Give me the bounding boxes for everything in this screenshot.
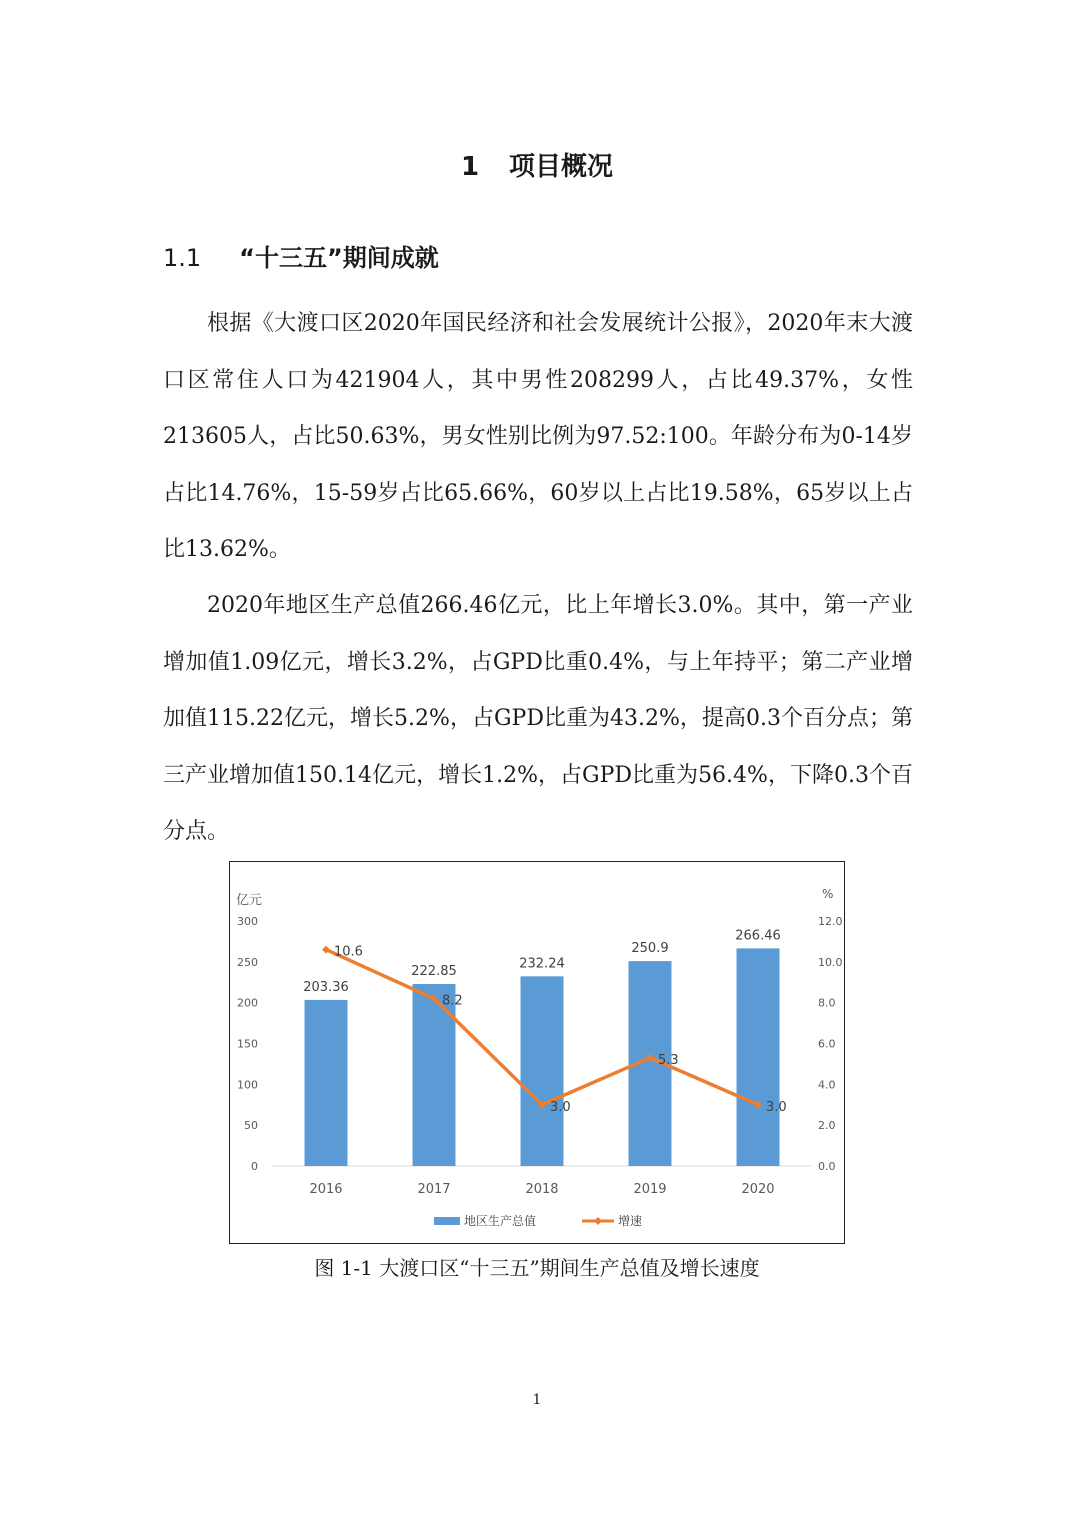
x-tick-label: 2019	[633, 1182, 667, 1197]
paragraph-text: 2020年地区生产总值266.46亿元，比上年增长3.0%。其中，第一产业增加值1.09亿元，增长3.2%，占GPD比重0.4%，与上年持平；第二产业增加值115.22亿元，增长5.2%，占GPD比重为43.2%，提高0.3个百分点；第三产业增加值150.14亿元，增长1.2%，占GPD比重为56.4%，下降0.3个百分点。	[163, 593, 913, 844]
chapter-title: 项目概况	[509, 152, 614, 182]
line-value-label: 10.6	[334, 944, 363, 960]
bar-gdp	[737, 948, 780, 1166]
page-number: 1	[532, 1392, 542, 1408]
section-title-text: “十三五”期间成就	[239, 244, 439, 272]
left-tick-label: 50	[244, 1119, 258, 1133]
chart-canvas	[230, 862, 846, 1245]
right-tick-label: 12.0	[818, 915, 843, 928]
line-value-label: 3.0	[550, 1099, 571, 1115]
x-tick-label: 2020	[741, 1182, 775, 1197]
paragraph-population	[163, 296, 913, 579]
chapter-number: 1	[460, 152, 480, 182]
bar-value-label: 203.36	[303, 979, 349, 995]
bar-gdp	[305, 1000, 348, 1166]
left-tick-label: 150	[237, 1037, 258, 1051]
bar-value-label: 266.46	[735, 928, 781, 944]
right-tick-label: 4.0	[818, 1078, 836, 1092]
bar-gdp	[521, 976, 564, 1166]
right-tick-label: 2.0	[818, 1119, 836, 1133]
left-tick-label: 100	[237, 1078, 258, 1092]
bar-value-label: 222.85	[411, 964, 457, 980]
section-title	[163, 238, 439, 273]
legend-line-label: 增速	[618, 1214, 643, 1228]
left-tick-label: 250	[237, 955, 258, 969]
legend-line-marker	[594, 1217, 602, 1225]
x-tick-label: 2017	[417, 1182, 451, 1197]
paragraph-gdp	[163, 578, 913, 861]
left-tick-label: 0	[251, 1160, 258, 1173]
gdp-chart	[229, 861, 845, 1244]
page-title	[0, 146, 1074, 183]
x-tick-label: 2018	[525, 1182, 559, 1197]
right-tick-label: 0.0	[818, 1160, 836, 1173]
x-tick-label: 2016	[309, 1182, 343, 1197]
right-axis-unit: %	[822, 887, 834, 901]
section-number: 1.1	[163, 244, 202, 272]
legend-bar-label: 地区生产总值	[464, 1214, 537, 1228]
right-tick-label: 10.0	[818, 955, 843, 969]
right-tick-label: 8.0	[818, 996, 836, 1010]
bar-value-label: 250.9	[631, 941, 669, 957]
line-value-label: 8.2	[442, 993, 463, 1009]
paragraph-text: 根据《大渡口区2020年国民经济和社会发展统计公报》，2020年末大渡口区常住人口为421904人，其中男性208299人，占比49.37%，女性213605人，占比50.63%，男女性别比例为97.52:100。年龄分布为0-14岁占比14.76%，15-59岁占比65.66%，60岁以上占比19.58%，65岁以上占比13.62%。	[163, 311, 913, 562]
line-value-label: 3.0	[766, 1099, 787, 1115]
figure-caption: 图 1-1 大渡口区“十三五”期间生产总值及增长速度	[314, 1256, 760, 1280]
left-tick-label: 200	[237, 996, 258, 1010]
left-axis-unit: 亿元	[236, 893, 263, 908]
bar-value-label: 232.24	[519, 956, 565, 972]
line-value-label: 5.3	[658, 1052, 679, 1068]
legend-bar-swatch	[434, 1217, 460, 1225]
right-tick-label: 6.0	[818, 1037, 836, 1051]
left-tick-label: 300	[237, 915, 258, 928]
